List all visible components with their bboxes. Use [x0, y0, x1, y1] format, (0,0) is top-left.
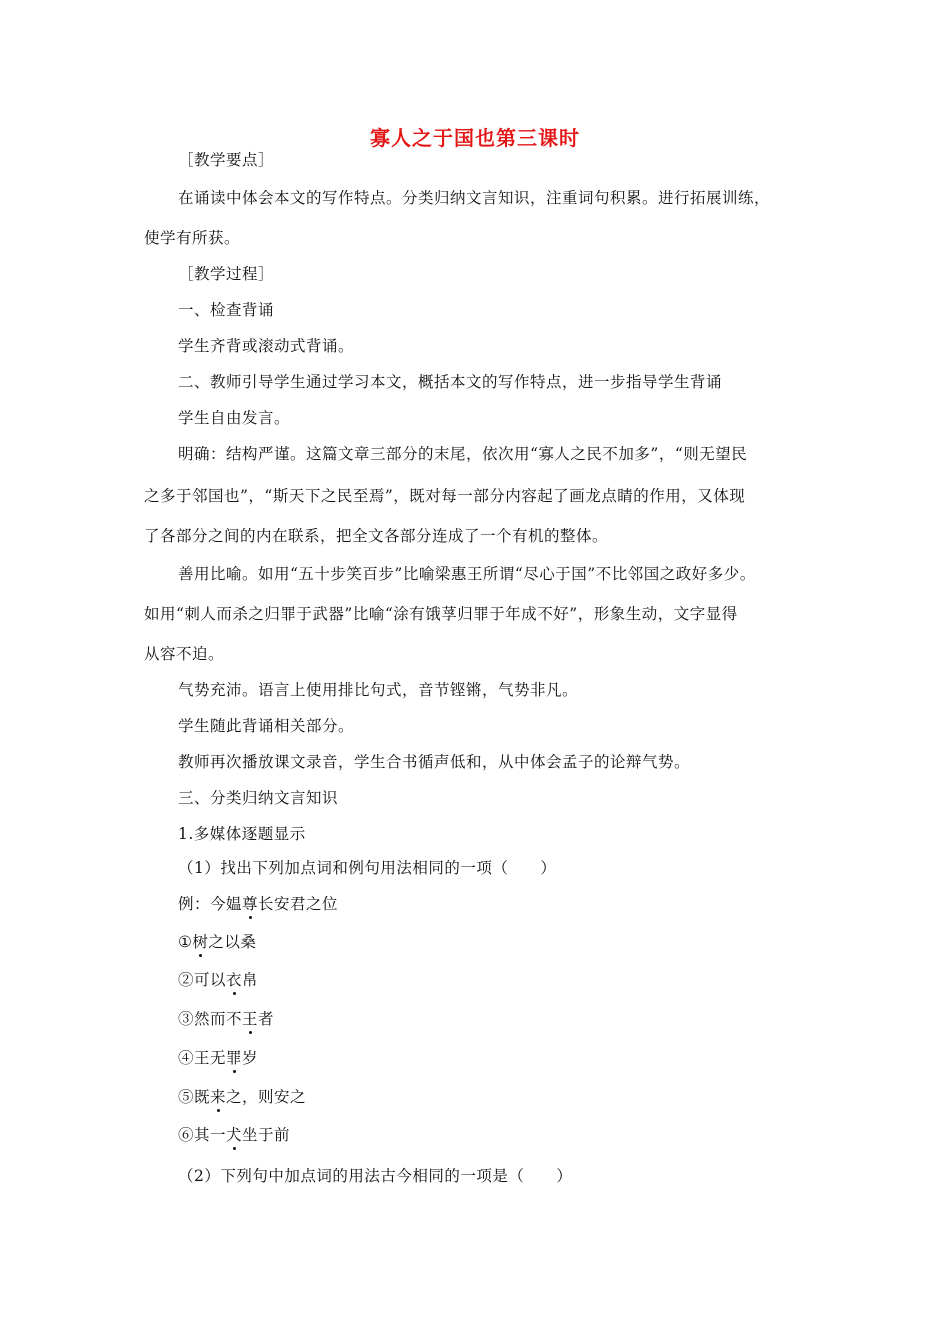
paragraph-line: 明确：结构严谨。这篇文章三部分的末尾，依次用“寡人之民不加多”，“则无望民 — [178, 445, 748, 463]
paragraph-line: 1.多媒体逐题显示 — [178, 825, 306, 843]
option-item: ②可以衣帛 — [178, 971, 259, 989]
paragraph-line: 在诵读中体会本文的写作特点。分类归纳文言知识，注重词句积累。进行拓展训练， — [178, 189, 771, 207]
example-sentence: 例：今媪尊长安君之位 — [178, 895, 339, 913]
dotted-word: 罪 — [226, 1049, 243, 1067]
option-item: ①树之以桑 — [178, 933, 257, 951]
dotted-word: 犬 — [226, 1126, 243, 1144]
paragraph-line: 学生随此背诵相关部分。 — [178, 717, 355, 735]
paragraph-line: 教师再次播放课文录音，学生合书循声低和，从中体会孟子的论辩气势。 — [178, 753, 691, 771]
question-1: （1）找出下列加点词和例句用法相同的一项（ ） — [178, 859, 557, 877]
paragraph-line: 如用“刺人而杀之归罪于武器”比喻“涂有饿莩归罪于年成不好”，形象生动，文字显得 — [144, 605, 738, 623]
document-title: 寡人之于国也第三课时 — [370, 126, 580, 150]
dotted-word: 衣 — [226, 971, 243, 989]
paragraph-line: 学生自由发言。 — [178, 409, 291, 427]
option-item: ④王无罪岁 — [178, 1049, 259, 1067]
option-item: ⑥其一犬坐于前 — [178, 1126, 291, 1144]
dotted-word: 尊 — [242, 895, 259, 913]
paragraph-line: 使学有所获。 — [144, 229, 241, 247]
section-heading-key-points: ［教学要点］ — [178, 151, 275, 169]
option-item: ③然而不王者 — [178, 1010, 275, 1028]
step-heading: 三、分类归纳文言知识 — [178, 789, 339, 807]
question-2: （2）下列句中加点词的用法古今相同的一项是（ ） — [178, 1167, 573, 1185]
option-item: ⑤既来之，则安之 — [178, 1088, 307, 1106]
paragraph-line: 从容不迫。 — [144, 645, 225, 663]
step-heading: 二、教师引导学生通过学习本文，概括本文的写作特点，进一步指导学生背诵 — [178, 373, 723, 391]
dotted-word: 来 — [210, 1088, 227, 1106]
paragraph-line: 气势充沛。语言上使用排比句式，音节铿锵，气势非凡。 — [178, 681, 579, 699]
paragraph-line: 了各部分之间的内在联系，把全文各部分连成了一个有机的整体。 — [144, 527, 609, 545]
section-heading-process: ［教学过程］ — [178, 265, 275, 283]
paragraph-line: 善用比喻。如用“五十步笑百步”比喻梁惠王所谓“尽心于国”不比邻国之政好多少。 — [178, 565, 756, 583]
dotted-word: 王 — [242, 1010, 259, 1028]
dotted-word: 树 — [192, 933, 209, 951]
paragraph-line: 之多于邻国也”，“斯天下之民至焉”，既对每一部分内容起了画龙点睛的作用，又体现 — [144, 487, 746, 505]
paragraph-line: 学生齐背或滚动式背诵。 — [178, 337, 355, 355]
step-heading: 一、检查背诵 — [178, 301, 275, 319]
